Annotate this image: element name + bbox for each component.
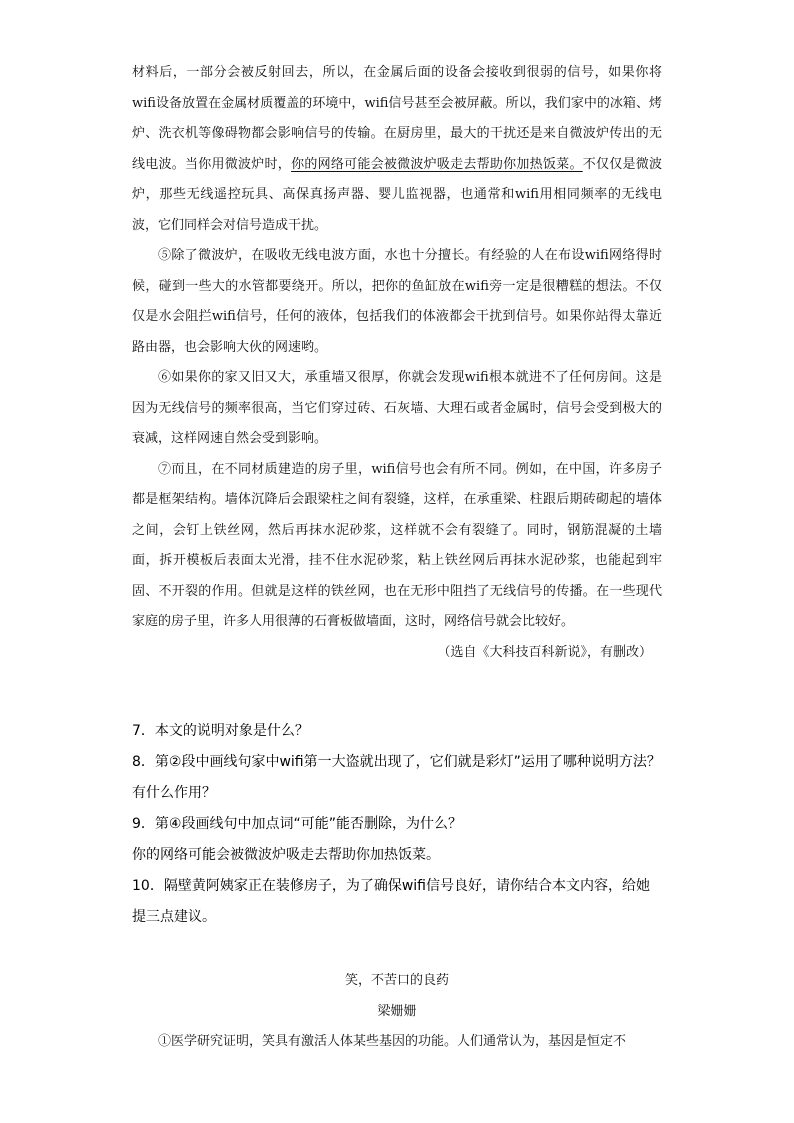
- paragraph-5: ⑤除了微波炉，在吸收无线电波方面，水也十分擅长。有经验的人在布设wifi网络得时候，碰到一些大的水管都要绕开。所以，把你的鱼缸放在wifi旁一定是很糟糕的想法。不仅仅是水会阻拦wifi信号，任何的液体，包括我们的体液都会干扰到信号。如果你站得太靠近路由器，也会影响大伙的网速哟。: [132, 248, 662, 355]
- question-10: 10．隔壁黄阿姨家正在装修房子，为了确保wifi信号良好，请你结合本文内容，给她提三点建议。: [132, 878, 650, 925]
- paragraph-7: ⑦而且，在不同材质建造的房子里，wifi信号也会有所不同。例如，在中国，许多房子都是框架结构。墙体沉降后会跟梁柱之间有裂缝，这样，在承重梁、柱跟后期砖砌起的墙体之间，会钉上铁丝网，然后再抹水泥砂浆，这样就不会有裂缝了。同时，钢筋混凝的土墙面，拆开模板后表面太光滑，挂不住水泥砂浆，粘上铁丝网后再抹水泥砂浆，也能起到牢固、不开裂的作用。但就是这样的铁丝网，也在无形中阻挡了无线信号的传播。在一些现代家庭的房子里，许多人用很薄的石膏板做墙面，这时，网络信号就会比较好。: [132, 461, 662, 629]
- paragraph-text: 不仅仅是微波炉，那些无线遥控玩具、高保真扬声器、婴儿监视器，也通常和wifi用相同频率的无线电波，它们同样会对信号造成干扰。: [132, 156, 662, 233]
- question-8: 8．第②段中画线句家中wifi第一大盗就出现了，它们就是彩灯”运用了哪种说明方法？有什么作用？: [132, 754, 661, 801]
- next-article: [132, 966, 662, 1058]
- paragraph-text: 材料后，一部分会被反射回去，所以，在金属后面的设备会接收到很弱的信号，如果你将wifi设备放置在金属材质覆盖的环境中，wifi信号甚至会被屏蔽。所以，我们家中的冰箱、烤炉、洗衣机等像碍物都会影响信号的传输。在厨房里，最大的干扰还是来自微波炉传出的无线电波。当你用微波炉时，: [132, 65, 662, 172]
- article-paragraph-1: ①医学研究证明，笑具有激活人体某些基因的功能。人们通常认为，基因是恒定不: [158, 1034, 627, 1049]
- questions-section: [132, 716, 662, 933]
- paragraph-4-continued: [132, 58, 662, 241]
- underlined-sentence: 你的网络可能会被微波炉吸走去帮助你加热饭菜。: [291, 156, 583, 172]
- question-9-quote: 你的网络可能会被微波炉吸走去帮助你加热饭菜。: [132, 847, 440, 863]
- passage-body: [132, 58, 662, 668]
- question-9: 9．第④段画线句中加点词“可能”能否删除，为什么？: [132, 816, 462, 832]
- article-author: 梁姗姗: [377, 1003, 417, 1019]
- question-7: 7．本文的说明对象是什么？: [132, 723, 309, 739]
- source-citation: （选自《大科技百科新说》，有删改）: [437, 644, 652, 660]
- article-title: 笑，不苦口的良药: [344, 973, 449, 988]
- paragraph-6: ⑥如果你的家又旧又大，承重墙又很厚，你就会发现wifi根本就进不了任何房间。这是因为无线信号的频率很高，当它们穿过砖、石灰墙、大理石或者金属时，信号会受到极大的衰减，这样网速自然会受到影响。: [132, 370, 662, 446]
